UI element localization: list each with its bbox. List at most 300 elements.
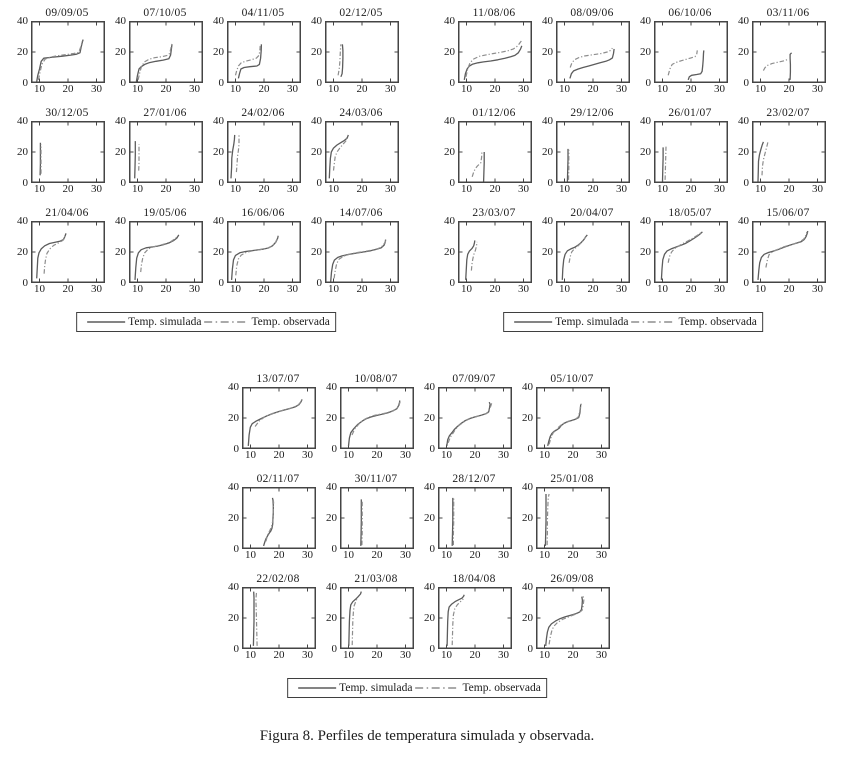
x-tick-label: 30 <box>286 83 298 95</box>
y-tick-label: 0 <box>316 177 322 189</box>
x-axis-tick-labels <box>242 549 314 562</box>
x-axis-tick-labels <box>325 83 397 96</box>
subplot <box>304 6 402 106</box>
subplot <box>206 106 304 206</box>
panel-2006-2007 <box>437 6 829 328</box>
y-axis-tick-labels <box>108 15 129 89</box>
subplot <box>633 6 731 106</box>
observed-temp-line <box>266 498 274 541</box>
y-tick-label: 40 <box>326 481 337 493</box>
x-axis-tick-labels <box>340 649 412 662</box>
y-tick-label: 0 <box>22 177 28 189</box>
subplot-grid-a <box>10 6 402 306</box>
subplot-date: 24/03/06 <box>339 107 383 119</box>
y-axis-tick-labels <box>417 581 438 655</box>
y-axis-tick-labels <box>417 381 438 455</box>
subplot-grid-c <box>221 372 613 672</box>
solid-line-sample <box>86 319 126 325</box>
y-tick-label: 20 <box>424 512 435 524</box>
y-axis-tick-labels <box>206 115 227 189</box>
subplot-date: 05/10/07 <box>550 373 594 385</box>
subplot <box>319 572 417 672</box>
observed-temp-line <box>255 400 302 427</box>
x-tick-label: 20 <box>469 449 481 461</box>
legend-simulated-label: Temp. simulada <box>339 682 413 694</box>
y-tick-label: 40 <box>115 15 126 27</box>
observed-temp-line <box>549 404 581 445</box>
subplot-date: 10/08/07 <box>354 373 398 385</box>
subplot-canvas <box>536 587 610 649</box>
subplot <box>417 372 515 472</box>
y-tick-label: 40 <box>17 215 28 227</box>
x-axis-tick-labels <box>536 649 608 662</box>
y-tick-label: 0 <box>527 543 533 555</box>
subplot-canvas <box>129 21 203 83</box>
y-tick-label: 20 <box>326 412 337 424</box>
subplot <box>304 106 402 206</box>
subplot <box>10 106 108 206</box>
y-tick-label: 0 <box>645 177 651 189</box>
simulated-temp-line <box>238 44 261 78</box>
subplot-canvas <box>242 587 316 649</box>
subplot <box>515 472 613 572</box>
x-axis-tick-labels <box>654 183 726 196</box>
subplot-canvas <box>325 221 399 283</box>
y-tick-label: 20 <box>311 246 322 258</box>
simulated-temp-line <box>567 149 568 182</box>
x-axis-tick-labels <box>458 183 530 196</box>
simulated-temp-line <box>135 141 136 178</box>
x-tick-label: 10 <box>755 83 767 95</box>
subplot-canvas <box>227 221 301 283</box>
y-axis-tick-labels <box>206 15 227 89</box>
x-tick-label: 10 <box>230 283 242 295</box>
y-tick-label: 0 <box>449 77 455 89</box>
x-axis-tick-labels <box>31 83 103 96</box>
y-tick-label: 40 <box>213 215 224 227</box>
simulated-temp-line <box>545 494 546 546</box>
legend-c <box>287 678 547 698</box>
subplot <box>206 206 304 306</box>
simulated-temp-line <box>466 240 475 280</box>
x-tick-label: 10 <box>539 549 551 561</box>
observed-temp-line <box>762 142 768 175</box>
subplot-date: 28/12/07 <box>452 473 496 485</box>
subplot-date: 04/11/05 <box>241 7 285 19</box>
x-tick-label: 30 <box>90 283 102 295</box>
x-tick-label: 10 <box>34 283 46 295</box>
subplot-canvas <box>227 121 301 183</box>
y-tick-label: 20 <box>738 246 749 258</box>
x-axis-tick-labels <box>556 83 628 96</box>
y-axis-tick-labels <box>731 215 752 289</box>
observed-temp-line <box>141 236 178 272</box>
x-tick-label: 10 <box>34 183 46 195</box>
subplot-canvas <box>536 387 610 449</box>
y-tick-label: 0 <box>120 177 126 189</box>
y-tick-label: 20 <box>424 612 435 624</box>
x-axis-tick-labels <box>556 183 628 196</box>
observed-temp-line <box>236 135 239 172</box>
x-tick-label: 10 <box>755 183 767 195</box>
y-axis-tick-labels <box>108 115 129 189</box>
y-axis-tick-labels <box>437 15 458 89</box>
x-tick-label: 30 <box>615 283 627 295</box>
observed-temp-line <box>448 402 492 443</box>
legend-b <box>503 312 763 332</box>
subplot-canvas <box>556 21 630 83</box>
y-tick-label: 40 <box>228 581 239 593</box>
x-tick-label: 20 <box>685 283 697 295</box>
x-tick-label: 10 <box>328 83 340 95</box>
subplot-canvas <box>242 487 316 549</box>
x-axis-tick-labels <box>325 283 397 296</box>
y-tick-label: 0 <box>22 77 28 89</box>
subplot-date: 01/12/06 <box>472 107 516 119</box>
x-tick-label: 30 <box>811 183 823 195</box>
y-tick-label: 40 <box>444 115 455 127</box>
y-tick-label: 0 <box>218 277 224 289</box>
x-tick-label: 30 <box>497 449 509 461</box>
y-tick-label: 0 <box>120 77 126 89</box>
subplot-canvas <box>556 221 630 283</box>
x-tick-label: 10 <box>132 83 144 95</box>
y-tick-label: 20 <box>738 46 749 58</box>
x-tick-label: 10 <box>657 83 669 95</box>
x-axis-tick-labels <box>556 283 628 296</box>
y-tick-label: 40 <box>115 115 126 127</box>
x-tick-label: 20 <box>160 83 172 95</box>
y-axis-tick-labels <box>304 115 325 189</box>
x-tick-label: 30 <box>399 549 411 561</box>
y-tick-label: 40 <box>542 115 553 127</box>
y-tick-label: 20 <box>213 146 224 158</box>
observed-temp-line <box>236 44 261 75</box>
x-tick-label: 20 <box>62 283 74 295</box>
x-tick-label: 10 <box>230 183 242 195</box>
x-tick-label: 30 <box>286 183 298 195</box>
y-tick-label: 40 <box>213 115 224 127</box>
simulated-temp-line <box>548 404 581 446</box>
simulated-temp-line <box>663 147 664 181</box>
subplot-date: 21/04/06 <box>45 207 89 219</box>
x-tick-label: 20 <box>62 83 74 95</box>
subplot-date: 30/12/05 <box>45 107 89 119</box>
x-tick-label: 20 <box>489 283 501 295</box>
y-tick-label: 0 <box>743 277 749 289</box>
x-tick-label: 20 <box>273 549 285 561</box>
x-tick-label: 20 <box>685 183 697 195</box>
panel-2007-2008 <box>221 372 613 694</box>
y-tick-label: 0 <box>527 443 533 455</box>
x-axis-tick-labels <box>536 549 608 562</box>
x-tick-label: 20 <box>258 183 270 195</box>
x-axis-tick-labels <box>536 449 608 462</box>
x-tick-label: 20 <box>567 449 579 461</box>
y-tick-label: 40 <box>522 581 533 593</box>
x-axis-tick-labels <box>752 183 824 196</box>
y-axis-tick-labels <box>437 115 458 189</box>
observed-temp-line <box>334 137 347 171</box>
y-tick-label: 0 <box>449 177 455 189</box>
y-tick-label: 20 <box>640 146 651 158</box>
subplot <box>437 106 535 206</box>
y-tick-label: 0 <box>120 277 126 289</box>
x-tick-label: 20 <box>685 83 697 95</box>
legend-observed-label: Temp. observada <box>678 316 757 328</box>
x-axis-tick-labels <box>31 183 103 196</box>
x-tick-label: 20 <box>469 549 481 561</box>
y-tick-label: 0 <box>316 77 322 89</box>
x-tick-label: 30 <box>286 283 298 295</box>
x-tick-label: 10 <box>328 183 340 195</box>
subplot-date: 18/04/08 <box>452 573 496 585</box>
y-axis-tick-labels <box>437 215 458 289</box>
y-axis-tick-labels <box>10 15 31 89</box>
x-tick-label: 10 <box>343 549 355 561</box>
x-tick-label: 20 <box>371 649 383 661</box>
subplot <box>108 6 206 106</box>
observed-temp-line <box>549 596 584 644</box>
y-tick-label: 20 <box>115 146 126 158</box>
subplot <box>633 206 731 306</box>
observed-temp-line <box>334 239 386 279</box>
y-tick-label: 0 <box>645 277 651 289</box>
x-tick-label: 10 <box>34 83 46 95</box>
simulated-temp-line <box>135 235 179 280</box>
simulated-temp-line <box>232 236 279 280</box>
subplot <box>437 6 535 106</box>
x-tick-label: 30 <box>713 283 725 295</box>
y-axis-tick-labels <box>108 215 129 289</box>
simulated-temp-line <box>341 44 343 77</box>
subplot-date: 21/03/08 <box>354 573 398 585</box>
x-tick-label: 10 <box>132 183 144 195</box>
x-tick-label: 10 <box>559 183 571 195</box>
observed-temp-line <box>763 59 787 70</box>
x-axis-tick-labels <box>129 283 201 296</box>
x-axis-tick-labels <box>340 449 412 462</box>
y-tick-label: 20 <box>738 146 749 158</box>
subplot-date: 29/12/06 <box>570 107 614 119</box>
subplot-canvas <box>129 121 203 183</box>
y-tick-label: 20 <box>522 512 533 524</box>
subplot-date: 15/06/07 <box>766 207 810 219</box>
x-tick-label: 20 <box>783 183 795 195</box>
solid-line-sample <box>513 319 553 325</box>
y-axis-tick-labels <box>319 581 340 655</box>
y-tick-label: 40 <box>311 15 322 27</box>
x-axis-tick-labels <box>458 283 530 296</box>
x-axis-tick-labels <box>242 449 314 462</box>
y-tick-label: 0 <box>547 277 553 289</box>
y-axis-tick-labels <box>633 115 654 189</box>
y-tick-label: 20 <box>17 146 28 158</box>
simulated-temp-line <box>688 50 704 80</box>
subplot-canvas <box>325 121 399 183</box>
x-tick-label: 10 <box>343 649 355 661</box>
x-tick-label: 10 <box>539 649 551 661</box>
subplot-canvas <box>752 21 826 83</box>
y-tick-label: 40 <box>424 581 435 593</box>
dashdot-line-sample <box>203 319 249 325</box>
simulated-temp-line <box>349 401 400 446</box>
subplot <box>10 206 108 306</box>
subplot-canvas <box>438 487 512 549</box>
x-tick-label: 20 <box>62 183 74 195</box>
x-tick-label: 30 <box>384 183 396 195</box>
simulated-temp-line <box>264 498 274 546</box>
observed-temp-line <box>236 237 278 276</box>
subplot-date: 14/07/06 <box>339 207 383 219</box>
subplot-grid-b <box>437 6 829 306</box>
subplot-canvas <box>438 587 512 649</box>
subplot <box>108 106 206 206</box>
subplot-canvas <box>556 121 630 183</box>
x-tick-label: 10 <box>657 283 669 295</box>
y-tick-label: 40 <box>640 215 651 227</box>
panel-2005-2006 <box>10 6 402 328</box>
y-axis-tick-labels <box>515 481 536 555</box>
simulated-temp-line <box>562 235 587 280</box>
subplot <box>437 206 535 306</box>
simulated-temp-line <box>447 595 464 646</box>
y-tick-label: 40 <box>542 15 553 27</box>
simulated-temp-line <box>231 135 235 179</box>
y-tick-label: 0 <box>547 77 553 89</box>
subplot-date: 02/11/07 <box>256 473 300 485</box>
x-tick-label: 10 <box>539 449 551 461</box>
y-tick-label: 20 <box>424 412 435 424</box>
y-tick-label: 0 <box>331 543 337 555</box>
y-tick-label: 40 <box>738 115 749 127</box>
x-axis-tick-labels <box>242 649 314 662</box>
simulated-temp-line <box>790 53 792 80</box>
x-tick-label: 10 <box>461 283 473 295</box>
subplot-canvas <box>340 387 414 449</box>
observed-temp-line <box>452 599 463 645</box>
x-tick-label: 30 <box>615 83 627 95</box>
x-tick-label: 20 <box>160 283 172 295</box>
subplot-canvas <box>654 221 728 283</box>
observed-temp-line <box>352 598 357 645</box>
y-tick-label: 0 <box>429 643 435 655</box>
y-axis-tick-labels <box>633 215 654 289</box>
x-tick-label: 30 <box>595 549 607 561</box>
y-tick-label: 20 <box>542 46 553 58</box>
y-tick-label: 0 <box>233 643 239 655</box>
x-tick-label: 10 <box>245 449 257 461</box>
x-tick-label: 20 <box>783 83 795 95</box>
y-tick-label: 40 <box>542 215 553 227</box>
y-tick-label: 20 <box>640 46 651 58</box>
subplot-date: 23/02/07 <box>766 107 810 119</box>
subplot-canvas <box>752 121 826 183</box>
x-tick-label: 30 <box>811 283 823 295</box>
x-tick-label: 30 <box>399 649 411 661</box>
subplot-canvas <box>654 21 728 83</box>
subplot-canvas <box>536 487 610 549</box>
x-axis-tick-labels <box>438 649 510 662</box>
subplot-canvas <box>458 221 532 283</box>
subplot <box>731 106 829 206</box>
y-tick-label: 20 <box>326 612 337 624</box>
legend-simulated-label: Temp. simulada <box>555 316 629 328</box>
legend-a <box>76 312 336 332</box>
y-tick-label: 40 <box>326 381 337 393</box>
subplot-date: 03/11/06 <box>766 7 810 19</box>
y-axis-tick-labels <box>417 481 438 555</box>
x-tick-label: 20 <box>273 449 285 461</box>
subplot-date: 23/03/07 <box>472 207 516 219</box>
x-tick-label: 10 <box>441 649 453 661</box>
y-tick-label: 20 <box>228 612 239 624</box>
subplot-date: 25/01/08 <box>550 473 594 485</box>
y-tick-label: 20 <box>311 46 322 58</box>
x-tick-label: 20 <box>258 83 270 95</box>
y-tick-label: 40 <box>444 215 455 227</box>
x-tick-label: 10 <box>245 549 257 561</box>
y-tick-label: 40 <box>738 15 749 27</box>
x-tick-label: 20 <box>587 183 599 195</box>
y-tick-label: 40 <box>115 215 126 227</box>
y-tick-label: 0 <box>218 177 224 189</box>
observed-temp-line <box>665 147 666 180</box>
y-tick-label: 40 <box>17 15 28 27</box>
x-axis-tick-labels <box>227 283 299 296</box>
y-axis-tick-labels <box>535 215 556 289</box>
x-tick-label: 30 <box>188 283 200 295</box>
y-tick-label: 20 <box>444 246 455 258</box>
x-tick-label: 30 <box>595 449 607 461</box>
y-tick-label: 0 <box>527 643 533 655</box>
x-tick-label: 30 <box>188 83 200 95</box>
x-tick-label: 30 <box>615 183 627 195</box>
legend-observed-label: Temp. observada <box>251 316 330 328</box>
simulated-temp-line <box>361 499 362 546</box>
y-tick-label: 20 <box>542 246 553 258</box>
y-axis-tick-labels <box>221 481 242 555</box>
x-axis-tick-labels <box>31 283 103 296</box>
subplot <box>304 206 402 306</box>
y-tick-label: 20 <box>444 146 455 158</box>
subplot <box>535 206 633 306</box>
x-tick-label: 20 <box>587 283 599 295</box>
x-tick-label: 10 <box>245 649 257 661</box>
y-tick-label: 0 <box>743 177 749 189</box>
x-tick-label: 10 <box>559 283 571 295</box>
x-axis-tick-labels <box>752 83 824 96</box>
figure-caption: Figura 8. Perfiles de temperatura simulada y observada. <box>259 728 595 744</box>
x-tick-label: 20 <box>469 649 481 661</box>
y-axis-tick-labels <box>515 581 536 655</box>
y-tick-label: 0 <box>331 643 337 655</box>
y-tick-label: 40 <box>311 215 322 227</box>
y-tick-label: 40 <box>17 115 28 127</box>
simulated-temp-line <box>248 399 302 446</box>
subplot-canvas <box>31 21 105 83</box>
subplot-canvas <box>31 221 105 283</box>
y-tick-label: 40 <box>522 381 533 393</box>
y-axis-tick-labels <box>10 115 31 189</box>
x-tick-label: 20 <box>160 183 172 195</box>
simulated-temp-line <box>570 49 614 79</box>
x-tick-label: 20 <box>371 549 383 561</box>
observed-temp-line <box>766 232 807 268</box>
x-tick-label: 10 <box>230 83 242 95</box>
x-axis-tick-labels <box>438 449 510 462</box>
x-tick-label: 30 <box>384 83 396 95</box>
